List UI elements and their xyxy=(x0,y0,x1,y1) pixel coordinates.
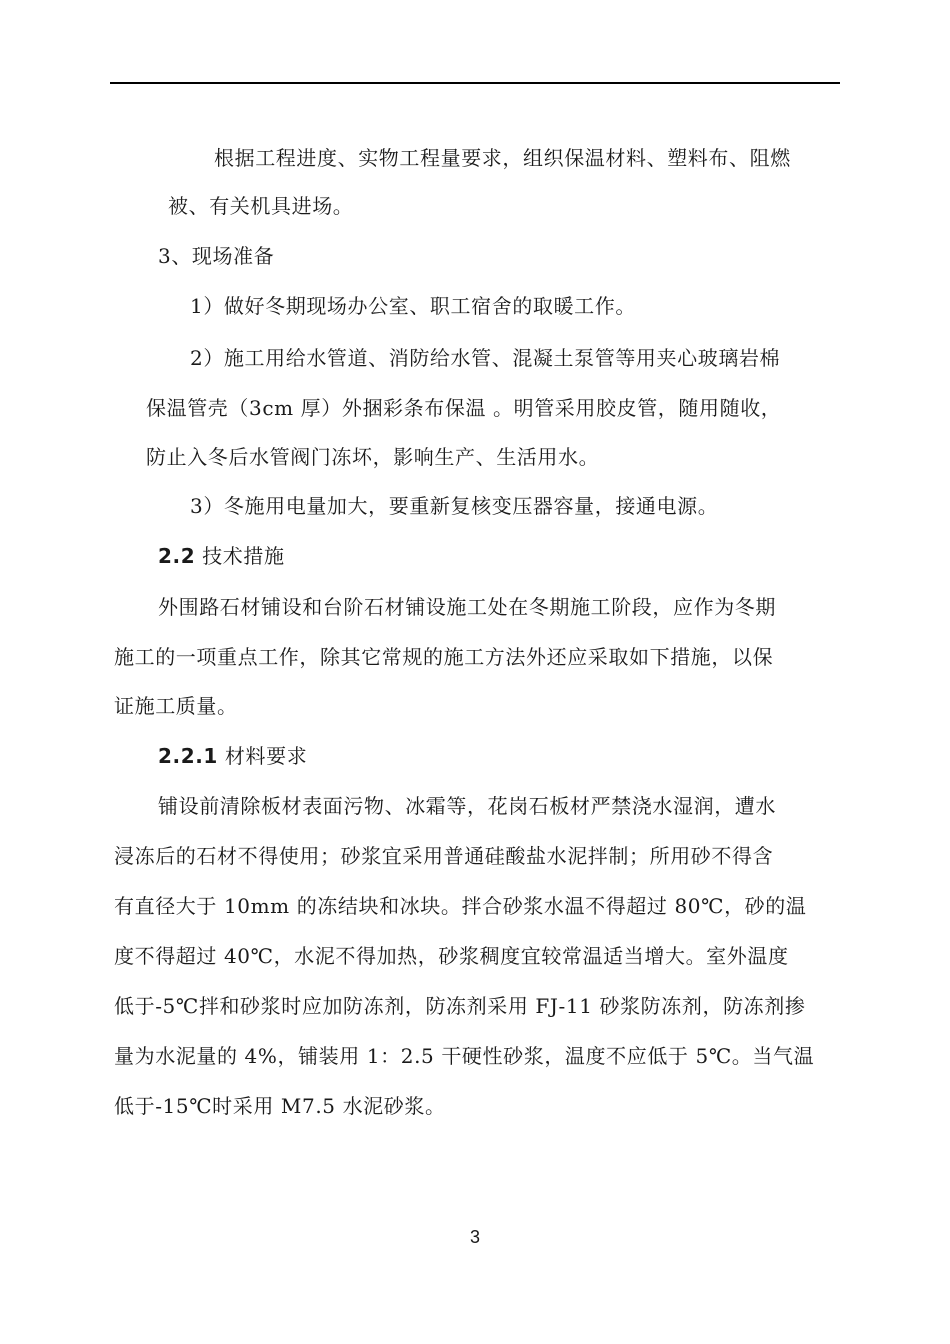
paragraph-line: 外围路石材铺设和台阶石材铺设施工处在冬期施工阶段，应作为冬期 xyxy=(158,595,776,619)
section-number: 2.2 xyxy=(158,544,196,568)
paragraph-line: 低于-5℃拌和砂浆时应加防冻剂，防冻剂采用 FJ-11 砂浆防冻剂，防冻剂掺 xyxy=(114,994,806,1018)
paragraph-line: 被、有关机具进场。 xyxy=(168,194,354,218)
header-rule xyxy=(110,82,840,84)
page-number: 3 xyxy=(469,1227,480,1247)
paragraph-line: 有直径大于 10mm 的冻结块和冰块。拌合砂浆水温不得超过 80℃，砂的温 xyxy=(114,894,807,918)
paragraph-line: 证施工质量。 xyxy=(114,694,238,718)
paragraph-line: 根据工程进度、实物工程量要求，组织保温材料、塑料布、阻燃 xyxy=(214,146,791,170)
list-item: 3）冬施用电量加大，要重新复核变压器容量，接通电源。 xyxy=(190,494,719,518)
section-title: 技术措施 xyxy=(202,544,285,568)
section-heading xyxy=(158,543,285,569)
subsection-title: 材料要求 xyxy=(224,744,308,768)
section-heading: 3、现场准备 xyxy=(158,244,275,268)
paragraph-line: 浸冻后的石材不得使用；砂浆宜采用普通硅酸盐水泥拌制；所用砂不得含 xyxy=(114,844,774,868)
subsection-number: 2.2.1 xyxy=(158,744,218,768)
paragraph-line: 度不得超过 40℃，水泥不得加热，砂浆稠度宜较常温适当增大。室外温度 xyxy=(114,944,789,968)
paragraph-line: 低于-15℃时采用 M7.5 水泥砂浆。 xyxy=(114,1094,446,1118)
subsection-heading xyxy=(158,743,307,769)
list-item: 1）做好冬期现场办公室、职工宿舍的取暖工作。 xyxy=(190,294,636,318)
list-item: 2）施工用给水管道、消防给水管、混凝土泵管等用夹心玻璃岩棉 xyxy=(190,346,781,370)
paragraph-line: 量为水泥量的 4%，铺装用 1：2.5 干硬性砂浆，温度不应低于 5℃。当气温 xyxy=(114,1044,815,1068)
paragraph-line: 施工的一项重点工作，除其它常规的施工方法外还应采取如下措施，以保 xyxy=(114,645,774,669)
list-item-continuation: 保温管壳（3cm 厚）外捆彩条布保温 。明管采用胶皮管，随用随收， xyxy=(146,396,782,420)
list-item-continuation: 防止入冬后水管阀门冻坏，影响生产、生活用水。 xyxy=(146,445,600,469)
paragraph-line: 铺设前清除板材表面污物、冰霜等，花岗石板材严禁浇水湿润，遭水 xyxy=(158,794,776,818)
